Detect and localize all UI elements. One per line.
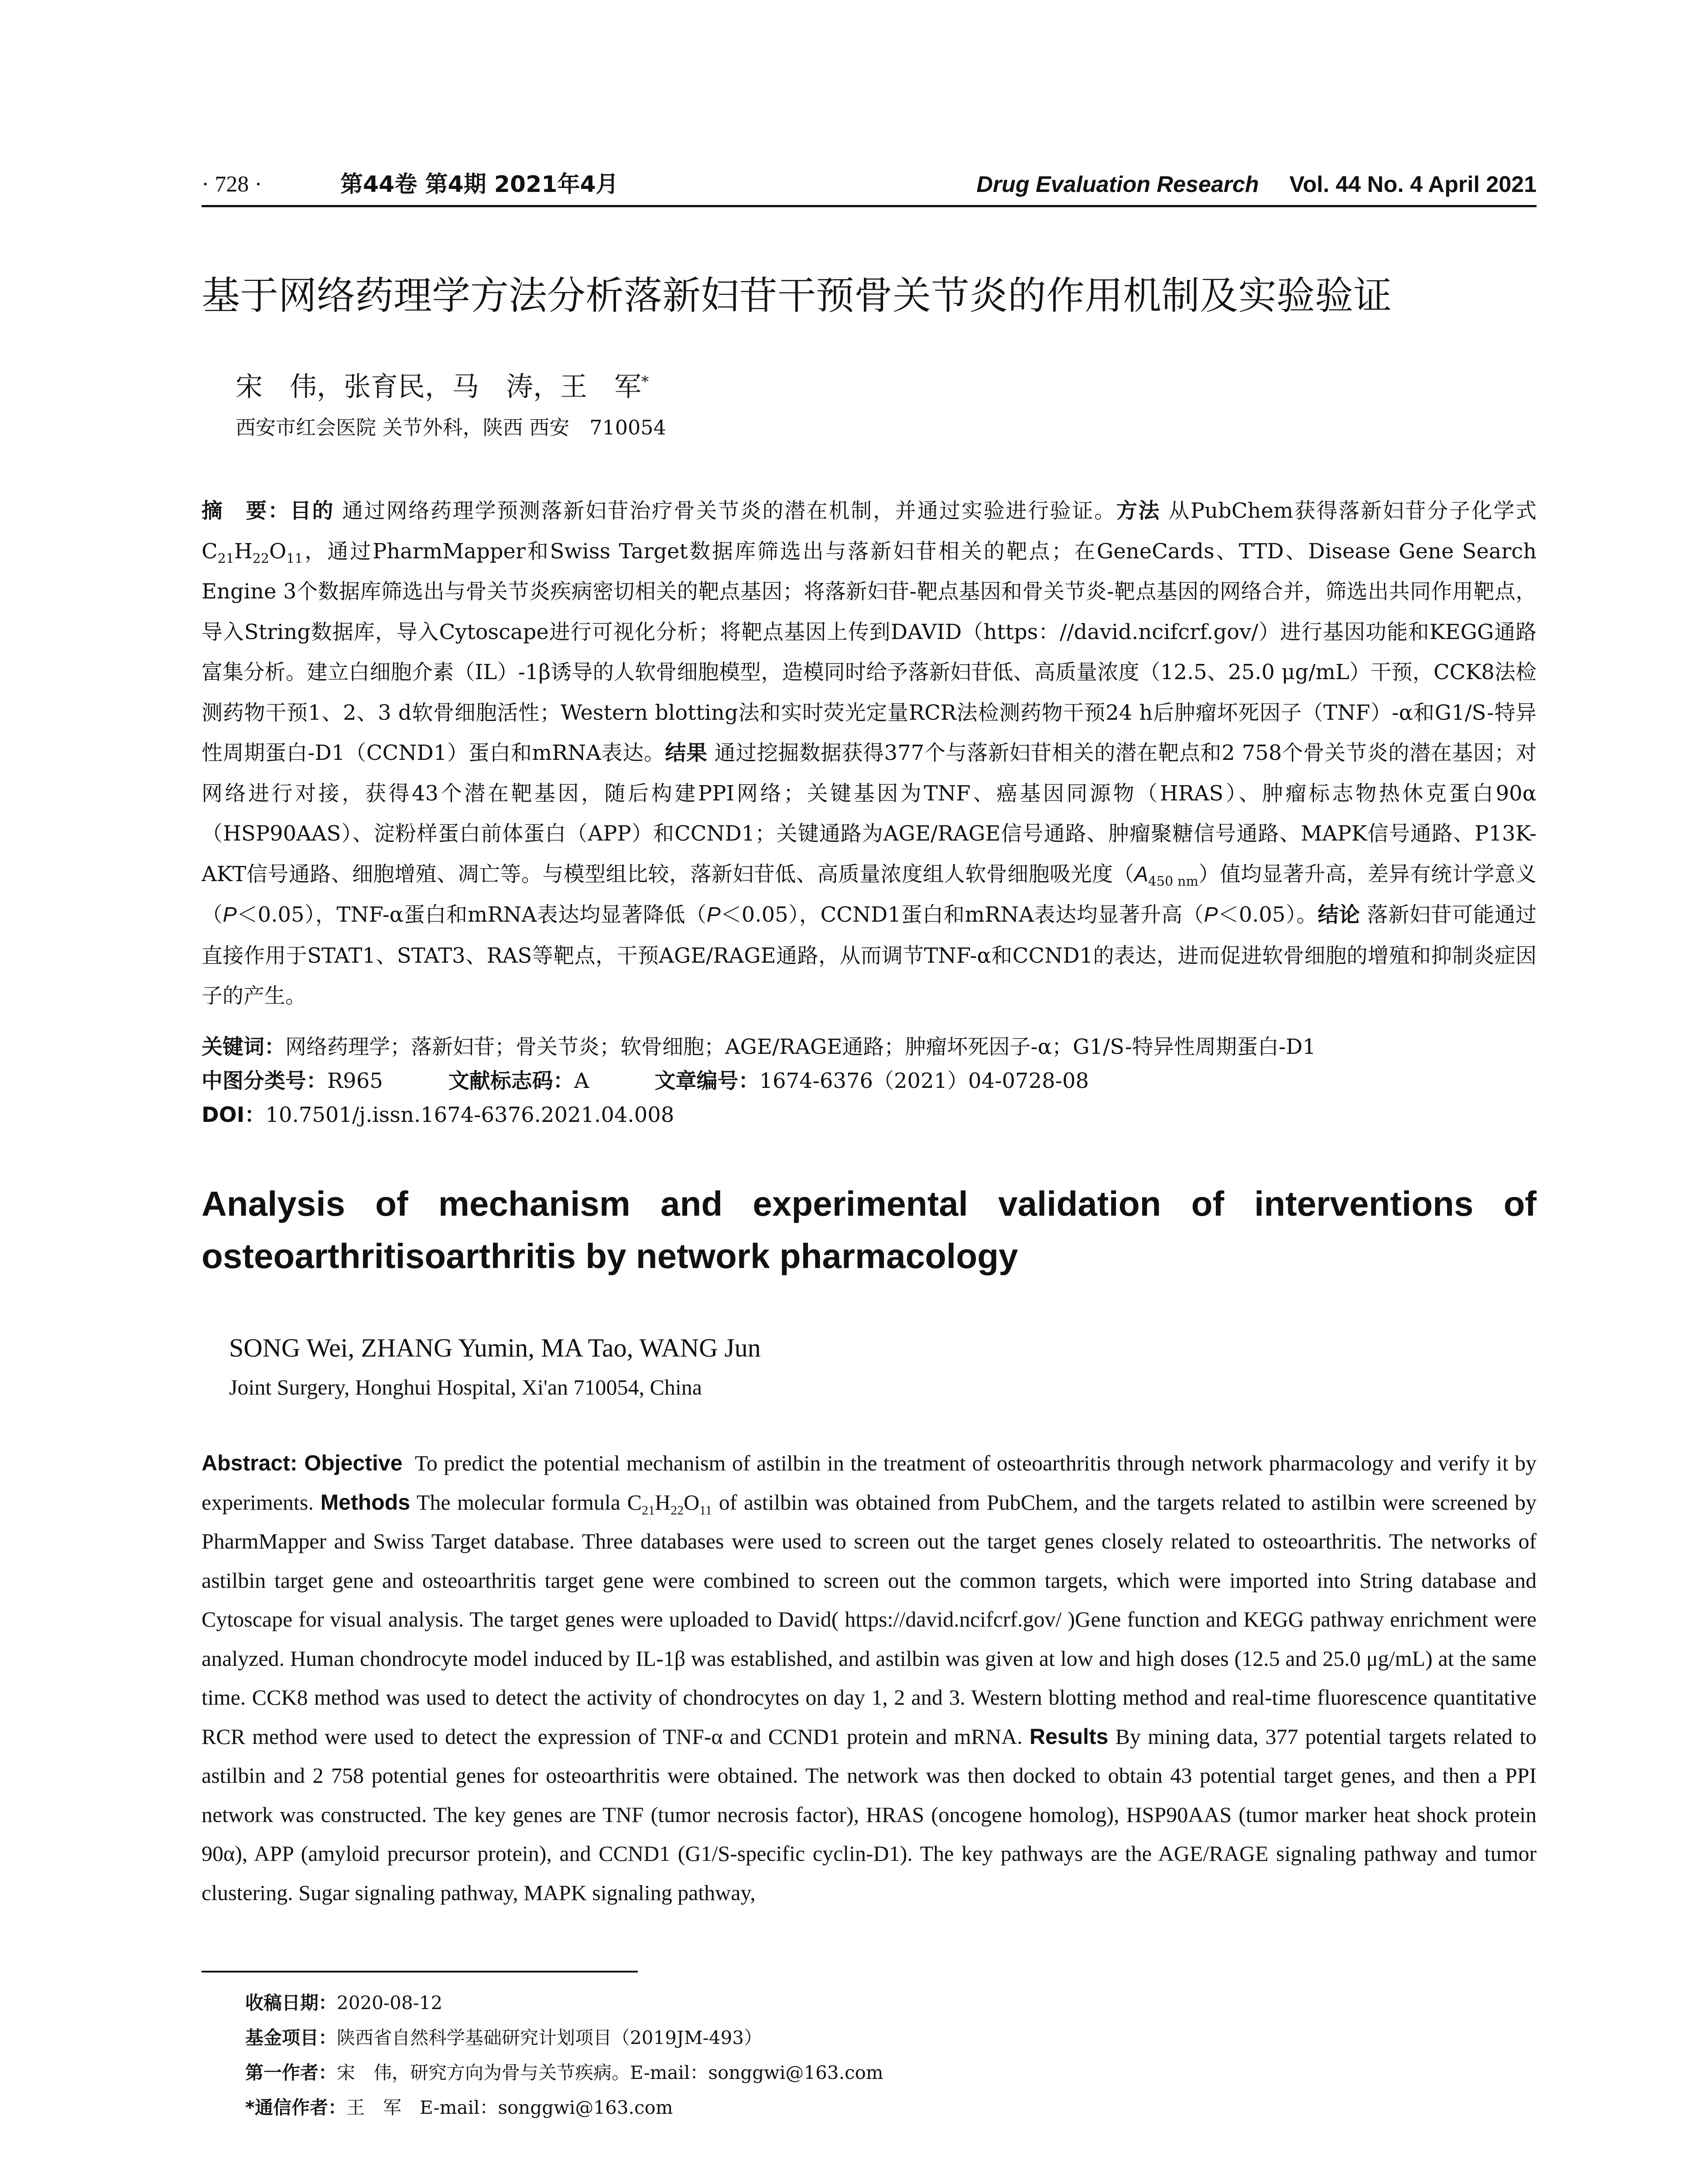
en-volume: Vol. 44 No. 4 April 2021: [1289, 172, 1537, 197]
formula-element: O: [684, 1490, 700, 1514]
en-objective-text: To predict the potential mechanism of astilbin in the treatment of osteoarthritis through network pharmacology and verify it by experiments.: [202, 1451, 1537, 1514]
journal-name: Drug Evaluation Research: [976, 172, 1259, 197]
cn-results-text-1: 通过挖掘数据获得377个与落新妇苷相关的潜在靶点和2 758个骨关节炎的潜在基因；对网络进行对接，获得43个潜在靶基因，随后构建PPI网络；关键基因为TNF、癌基因同源物（HRAS）、肿瘤标志物热休克蛋白90α（HSP90AAS）、淀粉样蛋白前体蛋白（APP）和CCND1；关键通路为AGE/RAGE信号通路、肿瘤聚糖信号通路、MAPK信号通路、P13K-AKT信号通路、细胞增殖、凋亡等。与模型组比较，落新妇苷低、高质量浓度组人软骨细胞吸光度（: [202, 741, 1537, 886]
title-word: mechanism: [438, 1184, 630, 1223]
formula-element: H: [234, 539, 253, 564]
fund-label: 基金项目：: [245, 2027, 337, 2048]
keywords-label: 关键词：: [202, 1035, 286, 1059]
doi-line: [202, 1098, 1537, 1132]
title-word: experimental: [753, 1184, 968, 1223]
formula-element: H: [654, 1490, 671, 1514]
cn-author-list: 宋 伟，张育民，马 涛，王 军: [236, 370, 642, 403]
cn-affiliation: 西安市红会医院 关节外科，陕西 西安 710054: [236, 416, 666, 439]
doc-code-value: A: [574, 1069, 589, 1093]
formula-sub: 11: [286, 551, 303, 567]
en-abstract-label: Abstract: Objective: [202, 1451, 403, 1475]
fund-info: [245, 2020, 1510, 2055]
en-methods-text-2: of astilbin was obtained from PubChem, and the targets related to astilbin were screened by PharmMapper and Swiss Target database. Three databases were used to screen out the target genes closely related to osteoarthritis. The networks of astilbin target gene and osteoarthritis target gene were combined to screen out the common targets, which were imported into String database and Cytoscape for visual analysis. The target genes were uploaded to David( https://david.ncifcrf.gov/ )Gene function and KEGG pathway enrichment were analyzed. Human chondrocyte model induced by IL-1β was established, and astilbin was given at low and high doses (12.5 and 25.0 μg/mL) at the same time. CCK8 method was used to detect the activity of chondrocytes on day 1, 2 and 3. Western blotting method and real-time fluorescence quantitative RCR method were used to detect the expression of TNF-α and CCND1 protein and mRNA.: [202, 1490, 1537, 1749]
cn-abstract-label: 摘 要：: [202, 499, 290, 523]
corresponding-label: *通信作者：: [245, 2097, 346, 2118]
clc-value: R965: [327, 1069, 383, 1093]
absorbance-symbol: A: [1134, 862, 1148, 886]
cn-results-text-5: ＜0.05）。: [1218, 902, 1318, 927]
corresponding-author-info: [245, 2090, 1510, 2125]
running-header: [202, 169, 1537, 200]
header-rule: [202, 205, 1537, 207]
p-symbol: P: [1204, 903, 1218, 926]
formula-sub: 22: [252, 551, 269, 567]
formula-sub: 11: [699, 1503, 712, 1518]
doc-code-label: 文献标志码：: [448, 1069, 574, 1093]
cn-results-text-3: ＜0.05），TNF-α蛋白和mRNA表达均显著降低（: [236, 902, 707, 927]
en-title-line-1: [202, 1178, 1537, 1230]
cn-authors: [236, 362, 649, 407]
formula-sub: 21: [217, 551, 234, 567]
cn-results-text-4: ＜0.05），CCND1蛋白和mRNA表达均显著升高（: [720, 902, 1204, 927]
absorbance-wavelength: 450 nm: [1148, 874, 1198, 889]
p-symbol: P: [222, 903, 237, 926]
cn-methods-text-2: ，通过PharmMapper和Swiss Target数据库筛选出与落新妇苷相关的靶点；在GeneCards、TTD、Disease Gene Search Engine 3个数据库筛选出与骨关节炎疾病密切相关的靶点基因；将落新妇苷-靶点基因和骨关节炎-靶点基因的网络合并，筛选出共同作用靶点，导入String数据库，导入Cytoscape进行可视化分析；将靶点基因上传到DAVID（https：//david.ncifcrf.gov/）进行基因功能和KEGG通路富集分析。建立白细胞介素（IL）-1β诱导的人软骨细胞模型，造模同时给予落新妇苷低、高质量浓度（12.5、25.0 μg/mL）干预，CCK8法检测药物干预1、2、3 d软骨细胞活性；Western blotting法和实时荧光定量RCR法检测药物干预24 h后肿瘤坏死因子（TNF）-α和G1/S-特异性周期蛋白-D1（CCND1）蛋白和mRNA表达。: [202, 539, 1537, 765]
page-number: · 728 ·: [202, 172, 262, 197]
en-issue-info: [976, 169, 1537, 200]
formula-sub: 22: [671, 1503, 684, 1518]
cn-abstract: [202, 491, 1537, 1016]
cn-objective-label: 目的: [290, 499, 335, 523]
en-title-line-2: osteoarthritisoarthritis by network pharmacology: [202, 1237, 1018, 1275]
received-label: 收稿日期：: [245, 1992, 337, 2013]
en-results-text: By mining data, 377 potential targets related to astilbin and 2 758 potential genes for osteoarthritis were obtained. The network was then docked to obtain 43 potential target genes, and then a PPI network was constructed. The key genes are TNF (tumor necrosis factor), HRAS (oncogene homolog), HSP90AAS (tumor marker heat shock protein 90α), APP (amyloid precursor protein), and CCND1 (G1/S-specific cyclin-D1). The key pathways are the AGE/RAGE signaling pathway and tumor clustering. Sugar signaling pathway, MAPK signaling pathway,: [202, 1724, 1537, 1905]
cn-article-title: 基于网络药理学方法分析落新妇苷干预骨关节炎的作用机制及实验验证: [202, 273, 1392, 318]
fund-value: 陕西省自然科学基础研究计划项目（2019JM-493）: [337, 2027, 763, 2048]
cn-keywords: [202, 1030, 1537, 1063]
cn-conclusion-text: 落新妇苷可能通过直接作用于STAT1、STAT3、RAS等靶点，干预AGE/RAGE通路，从而调节TNF-α和CCND1的表达，进而促进软骨细胞的增殖和抑制炎症因子的产生。: [202, 902, 1537, 1008]
title-word: Analysis: [202, 1184, 346, 1223]
footnotes: [245, 1986, 1510, 2125]
corresponding-value: 王 军 E-mail：songgwi@163.com: [346, 2097, 673, 2118]
received-date: [245, 1986, 1510, 2020]
cn-issue-info: 第44卷 第4期 2021年4月: [340, 171, 619, 198]
cn-results-label: 结果: [665, 741, 708, 765]
cn-results-text-2: ）值均显著升高，差异有统计学意义（: [202, 861, 1537, 927]
p-symbol: P: [706, 903, 721, 926]
first-author-info: [245, 2055, 1510, 2090]
cn-objective-text: 通过网络药理学预测落新妇苷治疗骨关节炎的潜在机制，并通过实验进行验证。: [342, 499, 1116, 523]
title-word: and: [661, 1184, 723, 1223]
first-author-value: 宋 伟，研究方向为骨与关节疾病。E-mail：songgwi@163.com: [337, 2062, 883, 2083]
corresponding-mark: *: [641, 373, 649, 390]
title-word: of: [1503, 1184, 1537, 1223]
en-methods-text-1: The molecular formula C: [416, 1490, 642, 1514]
cn-methods-label: 方法: [1116, 499, 1161, 523]
article-no-value: 1674-6376（2021）04-0728-08: [759, 1069, 1089, 1093]
title-word: of: [375, 1184, 408, 1223]
title-word: of: [1191, 1184, 1224, 1223]
title-word: interventions: [1254, 1184, 1474, 1223]
en-authors: SONG Wei, ZHANG Yumin, MA Tao, WANG Jun: [229, 1333, 761, 1362]
cn-methods-text-1: 从PubChem获得落新妇苷分子化学式C: [202, 499, 1537, 564]
cn-conclusion-label: 结论: [1318, 902, 1360, 927]
first-author-label: 第一作者：: [245, 2062, 337, 2083]
en-methods-label: Methods: [320, 1490, 411, 1514]
en-affiliation: Joint Surgery, Honghui Hospital, Xi'an 710054, China: [229, 1375, 702, 1399]
article-no-label: 文章编号：: [654, 1069, 760, 1093]
formula-element: O: [269, 539, 287, 564]
en-article-title: [202, 1178, 1537, 1282]
en-results-label: Results: [1029, 1724, 1109, 1749]
footnote-rule: [202, 1971, 638, 1972]
clc-label: 中图分类号：: [202, 1069, 328, 1093]
doi-label: DOI：: [202, 1103, 266, 1127]
doi-value: 10.7501/j.issn.1674-6376.2021.04.008: [265, 1103, 674, 1127]
title-word: validation: [998, 1184, 1161, 1223]
en-abstract: [202, 1444, 1537, 1912]
keywords-value: 网络药理学；落新妇苷；骨关节炎；软骨细胞；AGE/RAGE通路；肿瘤坏死因子-α；G1/S-特异性周期蛋白-D1: [285, 1035, 1316, 1059]
classification-line: [202, 1064, 1537, 1097]
formula-sub: 21: [641, 1503, 655, 1518]
received-value: 2020-08-12: [337, 1992, 443, 2013]
